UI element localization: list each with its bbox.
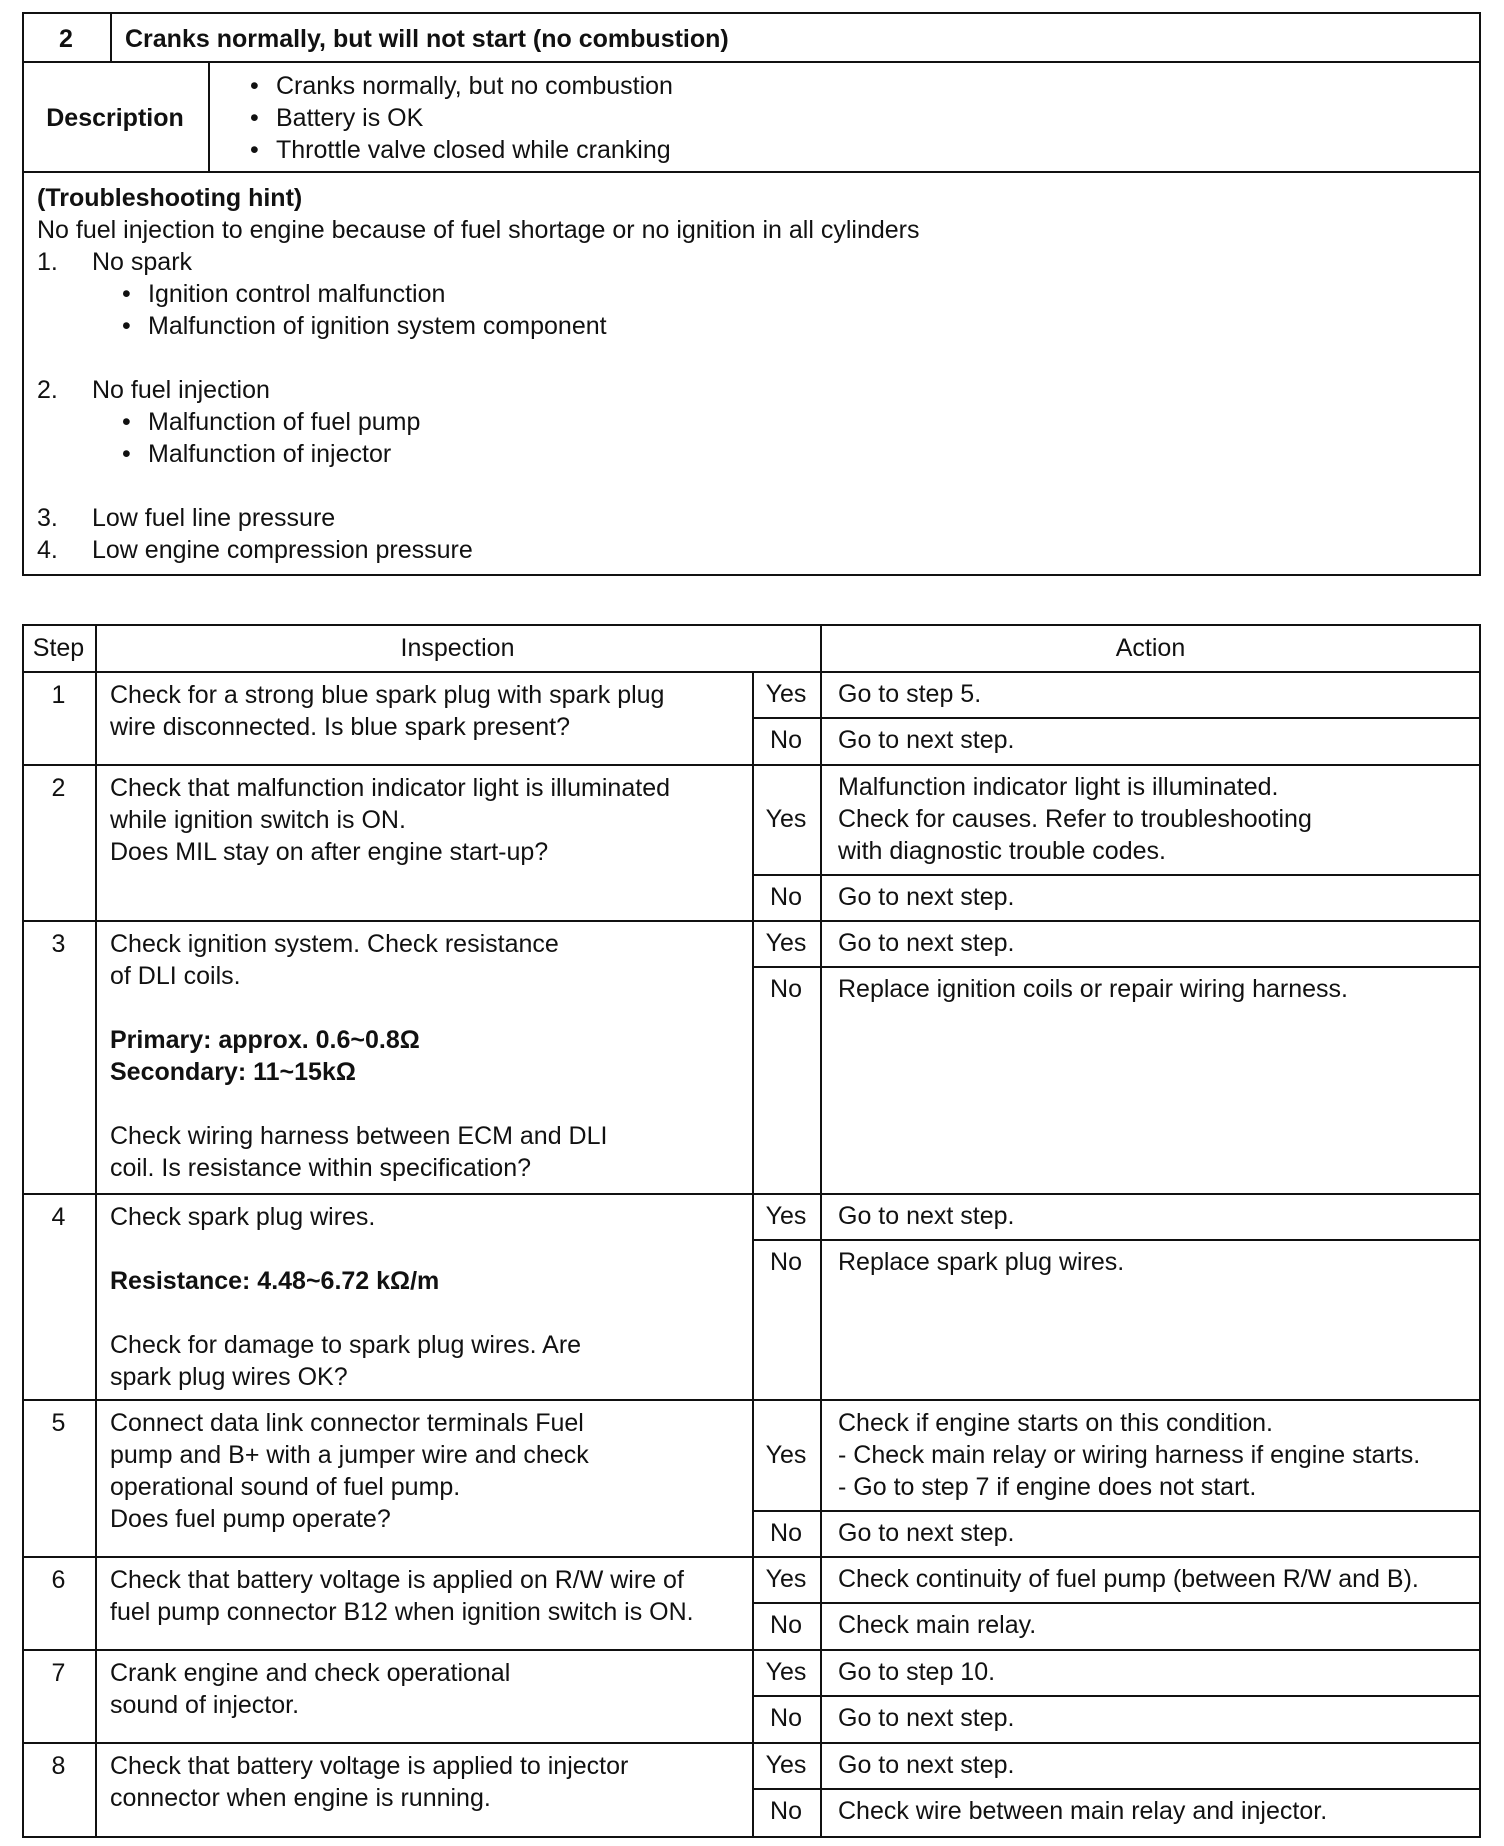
description-list [250, 70, 673, 166]
inspection-text: Check that battery voltage is applied to injector [110, 1752, 629, 1780]
description-label-divider [208, 61, 210, 172]
inspection-text: Does fuel pump operate? [110, 1505, 391, 1533]
no-label: No [770, 883, 802, 911]
header-inspection: Inspection [400, 634, 515, 662]
hint-intro: No fuel injection to engine because of fuel shortage or no ignition in all cylinders [37, 216, 920, 244]
hint-cause-number: 2. [37, 376, 58, 404]
yes-label: Yes [765, 929, 807, 957]
yes-no-divider [752, 717, 1481, 719]
inspection-spec: Primary: approx. 0.6~0.8Ω [110, 1026, 420, 1054]
inspection-text: wire disconnected. Is blue spark present? [110, 713, 570, 741]
hint-sublist [122, 278, 607, 342]
no-label: No [770, 1797, 802, 1825]
yes-no-column-divider [752, 920, 754, 1193]
inspection-text: Does MIL stay on after engine start-up? [110, 838, 549, 866]
inspection-text: sound of injector. [110, 1691, 300, 1719]
hint-cause-text: Low fuel line pressure [92, 504, 336, 532]
yes-label: Yes [765, 1565, 807, 1593]
hint-cause [37, 502, 335, 534]
inspection-text: coil. Is resistance within specification? [110, 1154, 532, 1182]
hint-sub-item: • Malfunction of fuel pump [122, 406, 420, 438]
step-number: 3 [51, 930, 66, 958]
description-item: • Throttle valve closed while cranking [250, 134, 673, 166]
no-label: No [770, 1704, 802, 1732]
yes-action: Go to step 5. [838, 680, 982, 708]
hint-sub-item: • Ignition control malfunction [122, 278, 607, 310]
yes-action: Check for causes. Refer to troubleshooting [838, 805, 1312, 833]
inspection-text: fuel pump connector B12 when ignition switch is ON. [110, 1598, 694, 1626]
inspection-text: Check for damage to spark plug wires. Are [110, 1331, 582, 1359]
yes-no-divider [752, 1602, 1481, 1604]
inspection-text: Check that malfunction indicator light is illuminated [110, 774, 670, 802]
no-action: Go to next step. [838, 883, 1015, 911]
inspection-spec: Secondary: 11~15kΩ [110, 1058, 356, 1086]
symptom-title: Cranks normally, but will not start (no combustion) [125, 25, 729, 53]
yes-label: Yes [765, 1440, 807, 1469]
yes-no-divider [752, 874, 1481, 876]
inspection-text: while ignition switch is ON. [110, 806, 406, 834]
step-number: 5 [51, 1409, 66, 1437]
no-action: Replace spark plug wires. [838, 1248, 1125, 1276]
hint-title: (Troubleshooting hint) [37, 184, 303, 212]
inspection-text: Check ignition system. Check resistance [110, 930, 559, 958]
no-action: Check main relay. [838, 1611, 1037, 1639]
hint-sub-item: • Malfunction of injector [122, 438, 420, 470]
step-column-divider [95, 624, 97, 1838]
yes-action: - Check main relay or wiring harness if engine starts. [838, 1440, 1421, 1469]
symptom-number: 2 [59, 25, 73, 53]
step-number: 8 [51, 1752, 66, 1780]
yes-no-divider [752, 966, 1481, 968]
inspection-text: Check wiring harness between ECM and DLI [110, 1122, 608, 1150]
no-action: Go to next step. [838, 726, 1015, 754]
hint-sub-item: • Malfunction of ignition system component [122, 310, 607, 342]
no-label: No [770, 1611, 802, 1639]
hint-cause-text: No fuel injection [92, 376, 270, 404]
hint-cause [37, 374, 270, 406]
hint-cause [37, 534, 473, 566]
yes-action: Malfunction indicator light is illuminated. [838, 773, 1279, 801]
no-label: No [770, 1248, 802, 1276]
inspection-action-divider [820, 624, 822, 1838]
yes-action: - Go to step 7 if engine does not start. [838, 1472, 1257, 1501]
yes-no-divider [752, 1788, 1481, 1790]
yes-label: Yes [765, 1658, 807, 1686]
yes-action: with diagnostic trouble codes. [838, 837, 1166, 865]
inspection-text: Check for a strong blue spark plug with spark plug [110, 681, 665, 709]
yes-action: Check continuity of fuel pump (between R/W and B). [838, 1565, 1419, 1593]
hint-cause [37, 246, 192, 278]
yes-action: Go to next step. [838, 1751, 1015, 1779]
hint-cause-number: 1. [37, 248, 58, 276]
header-action: Action [1115, 634, 1186, 662]
step-number: 6 [51, 1566, 66, 1594]
inspection-text: of DLI coils. [110, 962, 241, 990]
hint-cause-number: 3. [37, 504, 58, 532]
no-action: Go to next step. [838, 1704, 1015, 1732]
header-step: Step [32, 634, 85, 662]
no-action: Replace ignition coils or repair wiring harness. [838, 975, 1348, 1003]
yes-action: Go to next step. [838, 929, 1015, 957]
step-number: 2 [51, 774, 66, 802]
no-label: No [770, 726, 802, 754]
inspection-text: operational sound of fuel pump. [110, 1473, 461, 1501]
yes-action: Go to step 10. [838, 1658, 996, 1686]
inspection-text: Check that battery voltage is applied on R/W wire of [110, 1566, 684, 1594]
inspection-text: Connect data link connector terminals Fuel [110, 1409, 584, 1437]
yes-label: Yes [765, 1202, 807, 1230]
yes-no-divider [752, 1695, 1481, 1697]
inspection-text: connector when engine is running. [110, 1784, 491, 1812]
symptom-number-divider [110, 12, 112, 62]
inspection-text: pump and B+ with a jumper wire and check [110, 1441, 589, 1469]
yes-label: Yes [765, 1751, 807, 1779]
step-number: 1 [51, 681, 66, 709]
inspection-spec: Resistance: 4.48~6.72 kΩ/m [110, 1267, 440, 1295]
inspection-text: spark plug wires OK? [110, 1363, 348, 1391]
description-item: • Cranks normally, but no combustion [250, 70, 673, 102]
description-label: Description [46, 104, 184, 132]
yes-label: Yes [765, 680, 807, 708]
yes-action: Check if engine starts on this condition. [838, 1408, 1273, 1437]
hint-cause-text: Low engine compression pressure [92, 536, 473, 564]
no-label: No [770, 1519, 802, 1547]
description-divider [22, 171, 1481, 173]
inspection-text: Check spark plug wires. [110, 1203, 376, 1231]
hint-sublist [122, 406, 420, 470]
hint-cause-text: No spark [92, 248, 193, 276]
inspection-text: Crank engine and check operational [110, 1659, 511, 1687]
yes-label: Yes [765, 805, 807, 833]
symptom-title-divider [22, 61, 1481, 63]
step-number: 4 [51, 1203, 66, 1231]
no-action: Check wire between main relay and injector. [838, 1797, 1328, 1825]
no-label: No [770, 975, 802, 1003]
description-item: • Battery is OK [250, 102, 673, 134]
yes-no-divider [752, 1239, 1481, 1241]
hint-cause-number: 4. [37, 536, 58, 564]
yes-no-divider [752, 1510, 1481, 1512]
step-number: 7 [51, 1659, 66, 1687]
no-action: Go to next step. [838, 1519, 1015, 1547]
yes-action: Go to next step. [838, 1202, 1015, 1230]
